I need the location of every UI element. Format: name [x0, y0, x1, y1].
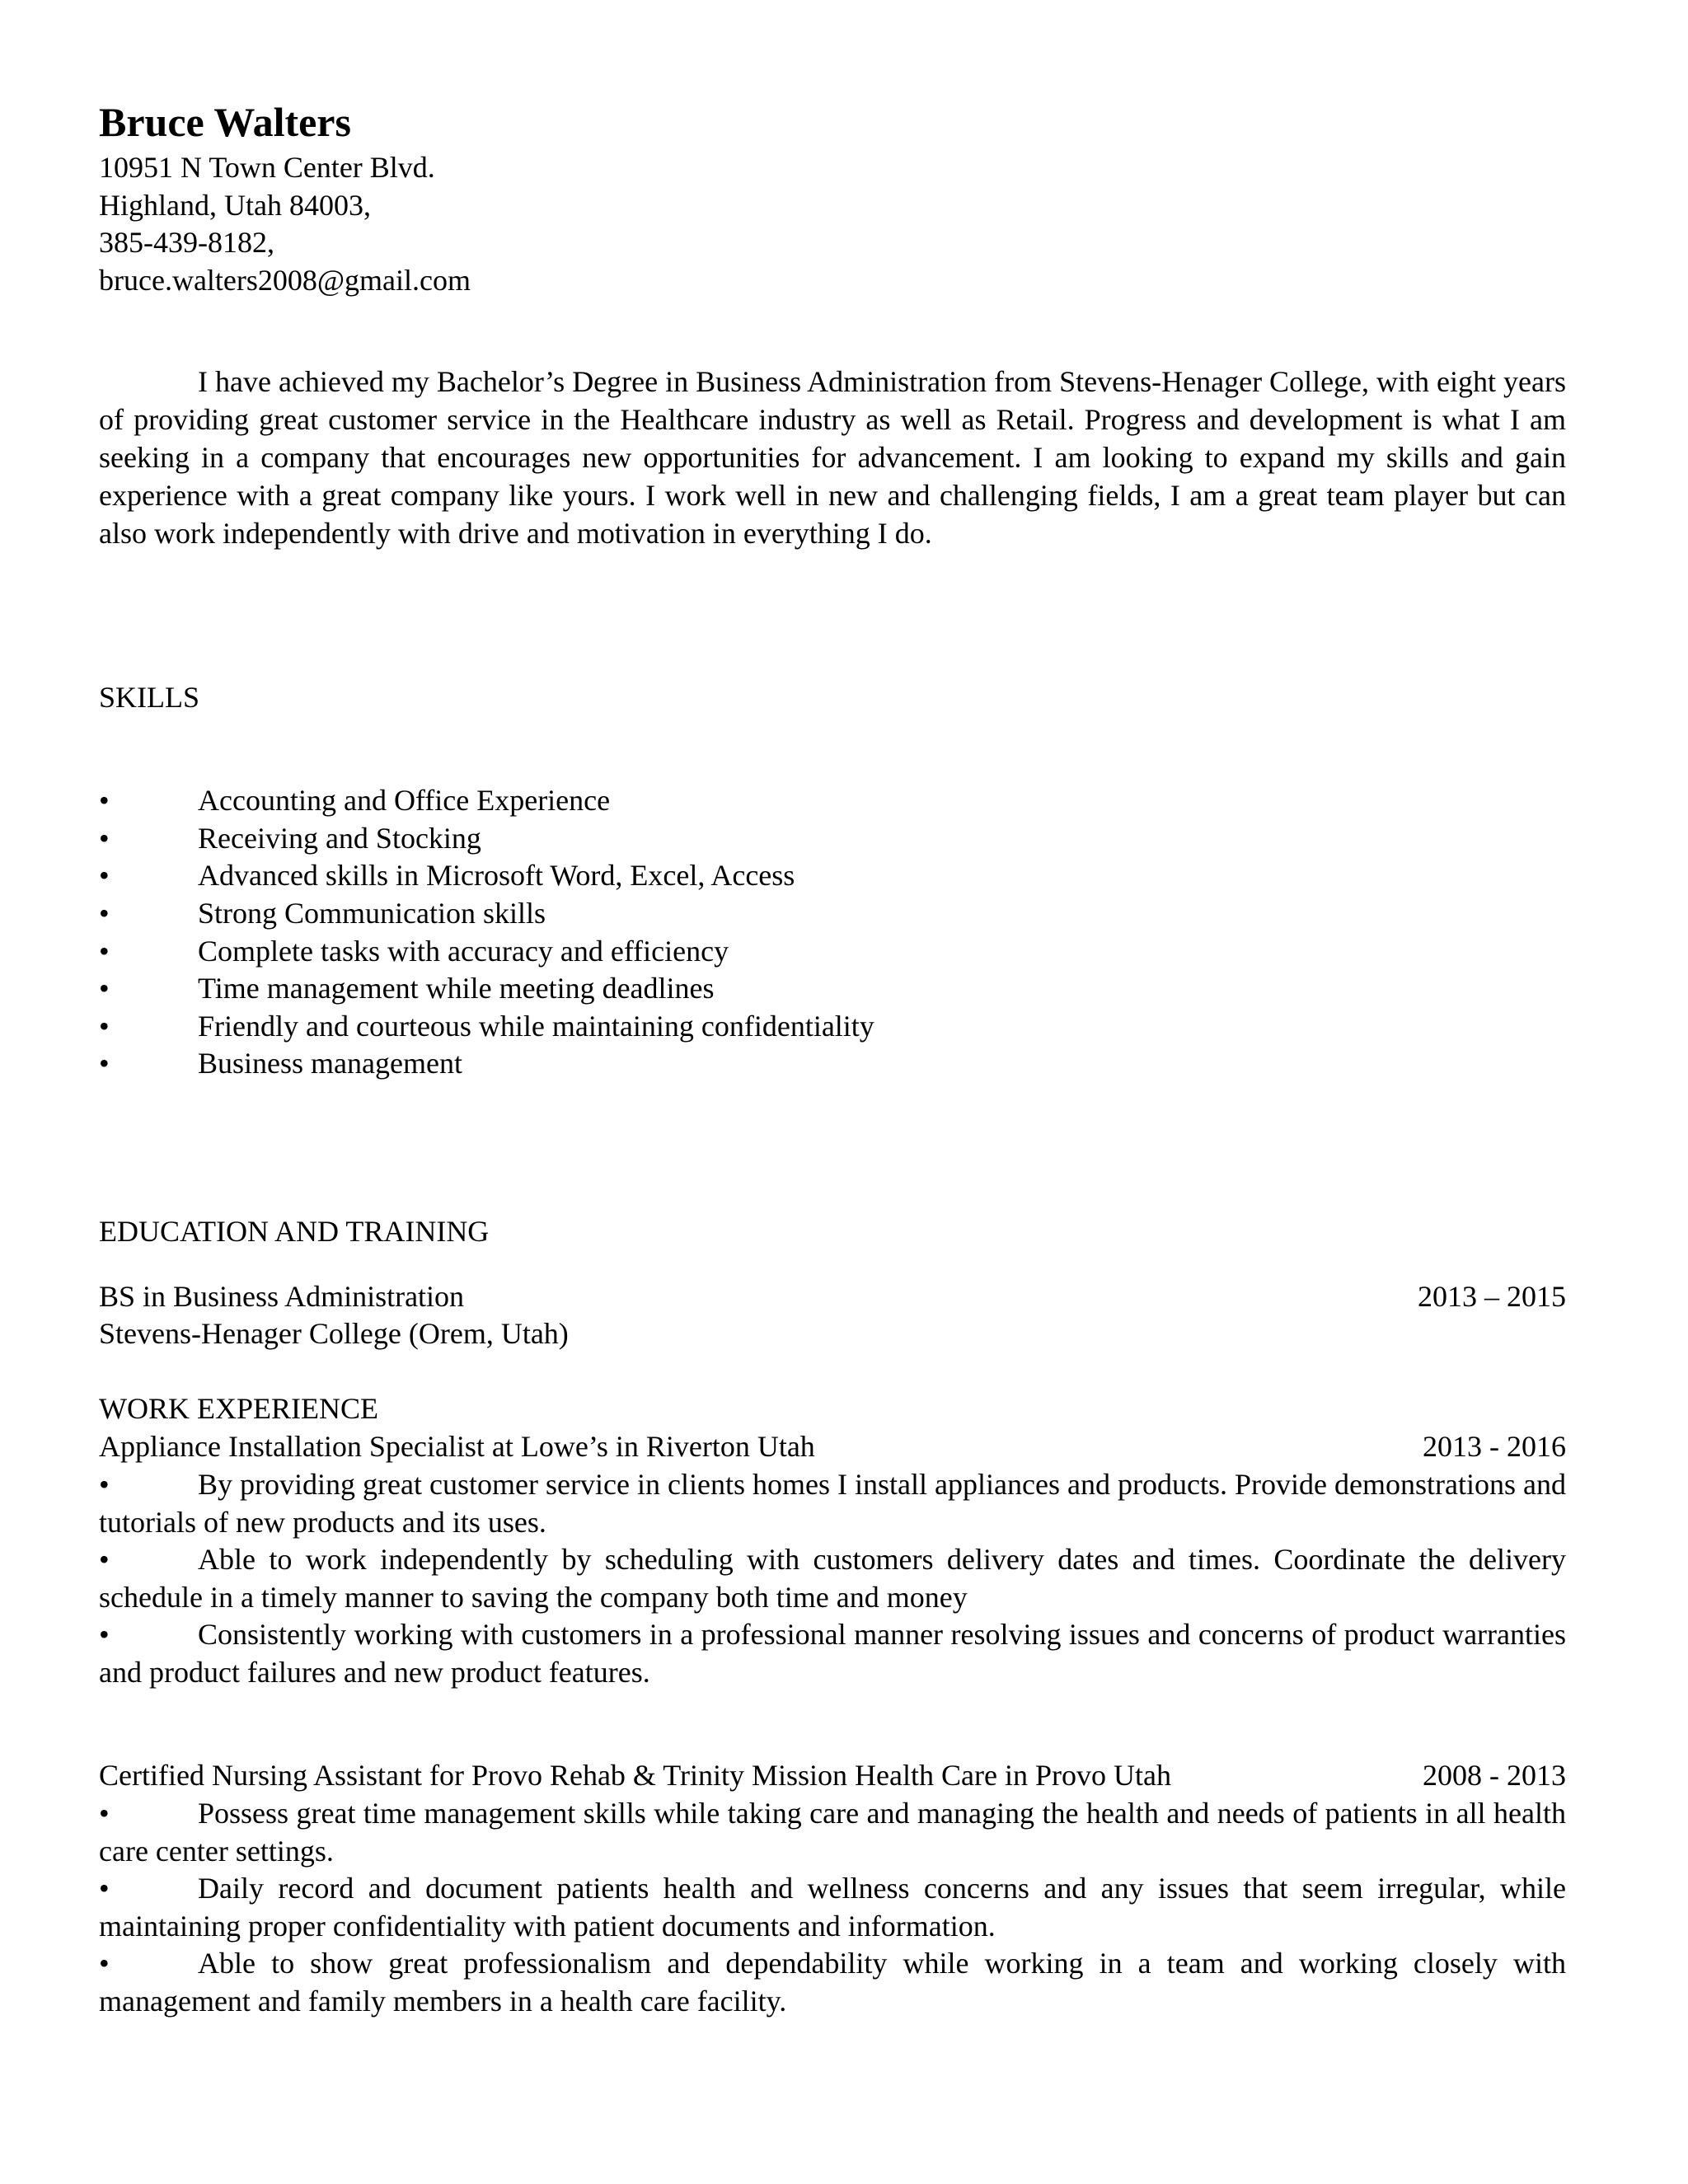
skill-item	[99, 819, 481, 857]
job-bullet-text: Daily record and document patients health and wellness concerns and any issues that seem irregular, while maintaining proper confidentiality with patient documents and information.	[99, 1872, 1566, 1943]
skill-item	[99, 894, 546, 932]
skill-text: Receiving and Stocking	[198, 822, 481, 855]
education-entry	[99, 1277, 1566, 1315]
job-dates: 2008 - 2013	[1423, 1759, 1566, 1792]
job-dates: 2013 - 2016	[1423, 1430, 1566, 1463]
bullet-icon: •	[99, 859, 110, 892]
skill-item	[99, 781, 610, 819]
bullet-icon: •	[99, 897, 110, 930]
job-title: Appliance Installation Specialist at Lowe’s in Riverton Utah	[99, 1430, 815, 1463]
job-bullet-text: By providing great customer service in clients homes I install appliances and products. Provide demonstrations and tutorials of new products and its uses.	[99, 1468, 1566, 1539]
job-bullet	[99, 1540, 1566, 1616]
job-header	[99, 1756, 1566, 1794]
skill-text: Complete tasks with accuracy and efficiency	[198, 935, 729, 968]
education-heading: EDUCATION AND TRAINING	[99, 1215, 490, 1248]
skill-text: Accounting and Office Experience	[198, 784, 611, 817]
bullet-icon: •	[99, 1468, 110, 1501]
job-bullet-text: Consistently working with customers in a professional manner resolving issues and concerns of product warranties and product failures and new product features.	[99, 1618, 1566, 1689]
job-bullet	[99, 1869, 1566, 1945]
job-bullet-text: Possess great time management skills while taking care and managing the health and needs of patients in all health care center settings.	[99, 1797, 1566, 1868]
school-name: Stevens-Henager College (Orem, Utah)	[99, 1317, 569, 1350]
address-line-1: 10951 N Town Center Blvd.	[99, 151, 435, 184]
degree-title: BS in Business Administration	[99, 1280, 465, 1313]
job-header	[99, 1427, 1566, 1465]
bullet-icon: •	[99, 822, 110, 855]
skill-text: Business management	[198, 1047, 462, 1080]
skill-item	[99, 932, 729, 970]
skill-text: Advanced skills in Microsoft Word, Excel, Access	[198, 859, 795, 892]
bullet-icon: •	[99, 1618, 110, 1651]
skill-item	[99, 856, 795, 894]
job-bullet-text: Able to work independently by scheduling with customers delivery dates and times. Coordinate the delivery schedule in a timely manner to saving the company both time and money	[99, 1543, 1566, 1614]
skill-text: Friendly and courteous while maintaining confidentiality	[198, 1010, 874, 1043]
skills-heading: SKILLS	[99, 681, 200, 714]
skill-text: Time management while meeting deadlines	[198, 972, 715, 1005]
phone-number: 385-439-8182,	[99, 226, 274, 259]
work-heading: WORK EXPERIENCE	[99, 1392, 378, 1425]
bullet-icon: •	[99, 784, 110, 817]
bullet-icon: •	[99, 972, 110, 1005]
job-bullet	[99, 1615, 1566, 1691]
job-bullet	[99, 1794, 1566, 1870]
bullet-icon: •	[99, 1543, 110, 1576]
skill-item	[99, 1044, 462, 1082]
email-address: bruce.walters2008@gmail.com	[99, 264, 471, 297]
job-bullet	[99, 1944, 1566, 2020]
skill-item	[99, 969, 715, 1007]
job-bullet	[99, 1465, 1566, 1541]
job-title: Certified Nursing Assistant for Provo Rehab & Trinity Mission Health Care in Provo Utah	[99, 1759, 1171, 1792]
education-dates: 2013 – 2015	[1418, 1280, 1566, 1313]
skill-text: Strong Communication skills	[198, 897, 546, 930]
bullet-icon: •	[99, 935, 110, 968]
bullet-icon: •	[99, 1010, 110, 1043]
bullet-icon: •	[99, 1872, 110, 1905]
bullet-icon: •	[99, 1797, 110, 1830]
bullet-icon: •	[99, 1947, 110, 1980]
bullet-icon: •	[99, 1047, 110, 1080]
address-line-2: Highland, Utah 84003,	[99, 189, 371, 222]
skill-item	[99, 1007, 874, 1045]
summary-paragraph: I have achieved my Bachelor’s Degree in Business Administration from Stevens-Henager College, with eight years of providing great customer service in the Healthcare industry as well as Retail. Progress and development is what I am seeking in a company that encourages new opportunities for advancement. I am looking to expand my skills and gain experience with a great company like yours. I work well in new and challenging fields, I am a great team player but can also work independently with drive and motivation in everything I do.	[99, 365, 1566, 550]
applicant-name: Bruce Walters	[99, 99, 351, 145]
job-bullet-text: Able to show great professionalism and dependability while working in a team and working closely with management and family members in a health care facility.	[99, 1947, 1566, 2018]
